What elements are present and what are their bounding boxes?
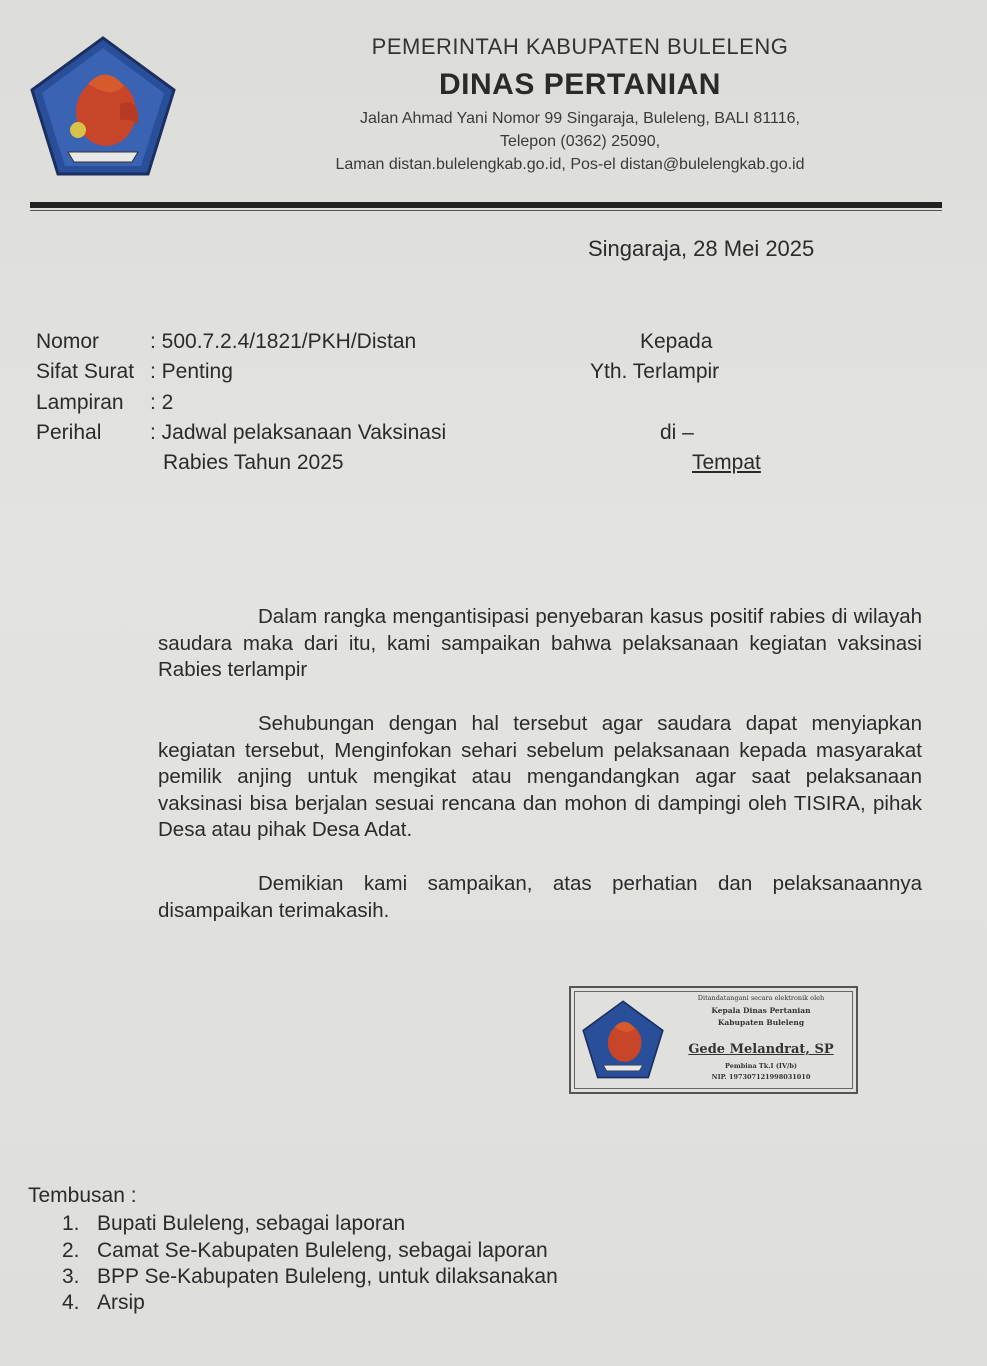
lampiran-value: : 2 (150, 391, 174, 414)
letterhead-web-email: Laman distan.bulelengkab.go.id, Pos-el distan@bulelengkab.go.id (335, 156, 805, 173)
tembusan-title: Tembusan : (28, 1184, 137, 1207)
body-paragraph (158, 711, 922, 844)
recipient-kepada: Kepada (640, 330, 713, 353)
signatory-name: Gede Melandrat, SP (688, 1042, 834, 1057)
sifat-value: : Penting (150, 360, 233, 383)
signature-position: Kepala Dinas Pertanian (711, 1006, 811, 1015)
list-item-number: 2. (62, 1239, 80, 1262)
perihal-value-cont: Rabies Tahun 2025 (163, 451, 344, 474)
recipient-yth: Yth. Terlampir (590, 360, 720, 383)
list-item-text: Arsip (97, 1291, 145, 1314)
list-item (62, 1265, 558, 1289)
list-item (62, 1239, 548, 1263)
letterhead-government: PEMERINTAH KABUPATEN BULELENG (371, 34, 789, 59)
letterhead-divider-thin (30, 210, 942, 211)
buleleng-regency-emblem-icon (581, 994, 665, 1086)
list-item (62, 1291, 145, 1315)
lampiran-label: Lampiran (36, 391, 124, 414)
nomor-label: Nomor (36, 330, 100, 353)
signature-note: Ditandatangani secara elektronik oleh (697, 994, 825, 1002)
letterhead-divider (30, 202, 942, 208)
nomor-value: : 500.7.2.4/1821/PKH/Distan (150, 330, 417, 353)
list-item-number: 3. (62, 1265, 80, 1288)
electronic-signature-stamp (569, 986, 858, 1094)
sifat-label: Sifat Surat (36, 360, 135, 383)
buleleng-regency-emblem-icon (28, 34, 178, 180)
recipient-di: di – (660, 421, 694, 444)
letterhead-address: Jalan Ahmad Yani Nomor 99 Singaraja, Buleleng, BALI 81116, (360, 110, 800, 127)
perihal-value: : Jadwal pelaksanaan Vaksinasi (150, 421, 447, 444)
letter-date: Singaraja, 28 Mei 2025 (588, 236, 815, 261)
list-item-number: 1. (62, 1212, 80, 1235)
body-paragraph (158, 871, 922, 924)
recipient-tempat: Tempat (692, 451, 761, 474)
perihal-label: Perihal (36, 421, 102, 444)
list-item (62, 1212, 405, 1236)
list-item-text: BPP Se-Kabupaten Buleleng, untuk dilaksanakan (97, 1265, 558, 1288)
body-paragraph-text: Dalam rangka mengantisipasi penyebaran kasus positif rabies di wilayah saudara maka dari itu, kami sampaikan bahwa pelaksanaan kegiatan vaksinasi Rabies terlampir (158, 605, 922, 681)
body-paragraph-text: Demikian kami sampaikan, atas perhatian dan pelaksanaannya disampaikan terimakasih. (158, 872, 922, 922)
letterhead-phone: Telepon (0362) 25090, (499, 133, 661, 150)
signatory-nip: NIP. 197307121998031010 (711, 1073, 811, 1081)
signatory-rank: Pembina Tk.I (IV/b) (724, 1062, 797, 1070)
list-item-number: 4. (62, 1291, 80, 1314)
list-item-text: Camat Se-Kabupaten Buleleng, sebagai laporan (97, 1239, 548, 1262)
body-paragraph-text: Sehubungan dengan hal tersebut agar saudara dapat menyiapkan kegiatan tersebut, Menginfokan sehari sebelum pelaksanaan kepada masyarakat pemilik anjing untuk mengikat atau mengandangkan agar saat pelaksanaan vaksinasi bisa berjalan sesuai rencana dan mohon di dampingi oleh TISIRA, pihak Desa atau pihak Desa Adat. (158, 712, 922, 841)
letterhead-department: DINAS PERTANIAN (439, 68, 721, 101)
signature-regency: Kabupaten Buleleng (717, 1018, 805, 1027)
list-item-text: Bupati Buleleng, sebagai laporan (97, 1212, 406, 1235)
body-paragraph (158, 604, 922, 684)
